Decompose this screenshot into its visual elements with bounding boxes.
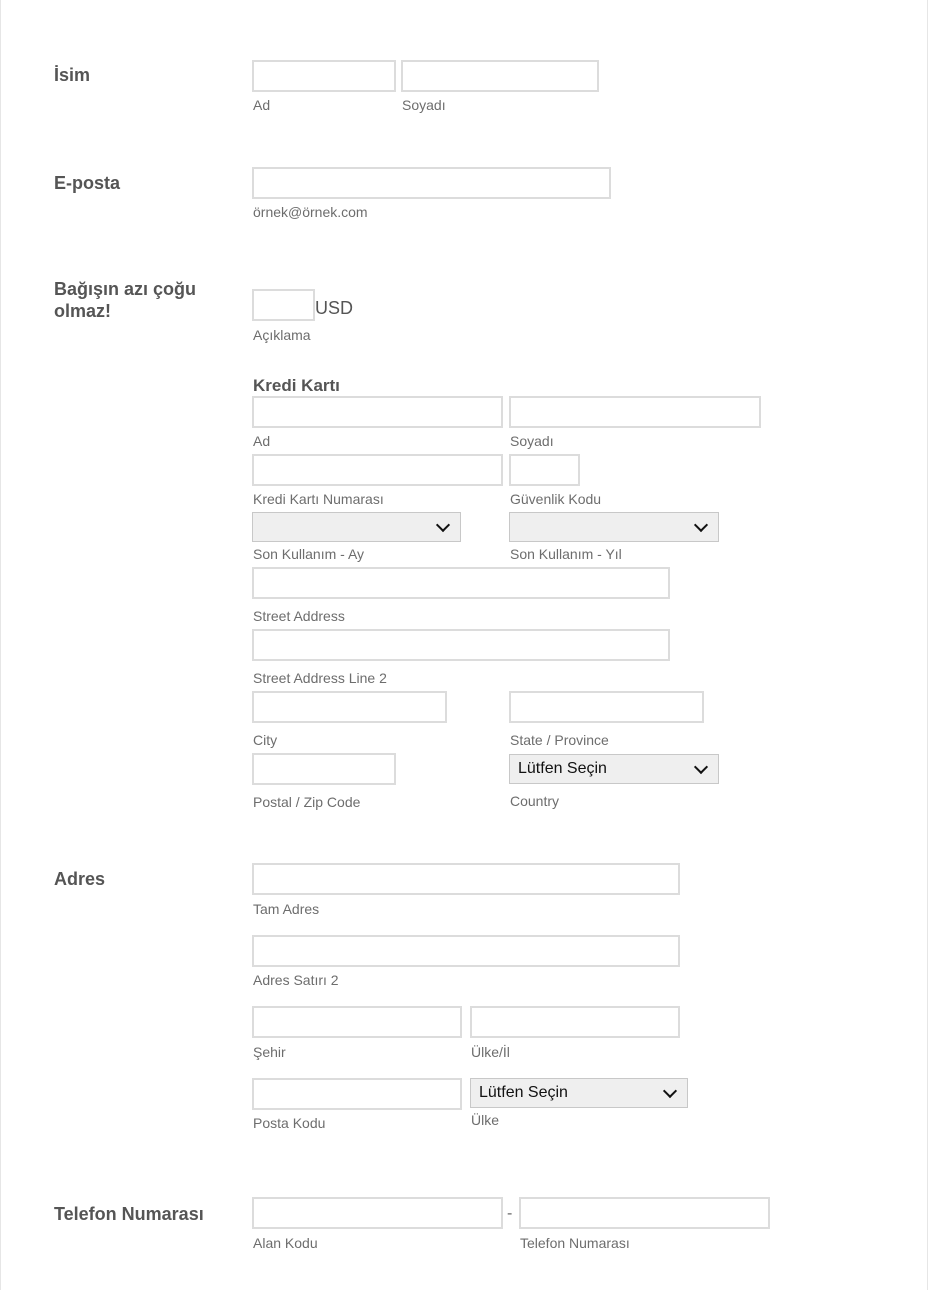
cc-street-input[interactable] — [252, 567, 670, 599]
chevron-down-icon — [663, 1083, 677, 1097]
cc-postal-sublabel: Postal / Zip Code — [253, 794, 361, 810]
address-line2-sublabel: Adres Satırı 2 — [253, 972, 339, 988]
cc-street-sublabel: Street Address — [253, 608, 345, 624]
phone-area-code-input[interactable] — [252, 1197, 503, 1229]
email-label: E-posta — [54, 173, 121, 193]
cc-exp-month-sublabel: Son Kullanım - Ay — [253, 546, 365, 562]
phone-separator: - — [507, 1205, 513, 1222]
address-state-sublabel: Ülke/İl — [471, 1044, 510, 1060]
donation-amount-input[interactable] — [252, 289, 315, 321]
address-country-value: Lütfen Seçin — [479, 1084, 568, 1101]
cc-country-sublabel: Country — [510, 793, 560, 809]
cc-last-name-input[interactable] — [509, 396, 761, 428]
phone-label: Telefon Numarası — [54, 1204, 204, 1224]
cc-number-input[interactable] — [252, 454, 503, 486]
chevron-down-icon — [694, 517, 708, 531]
cc-first-name-input[interactable] — [252, 396, 503, 428]
address-full-input[interactable] — [252, 863, 680, 895]
cc-number-sublabel: Kredi Kartı Numarası — [253, 491, 384, 507]
address-country-select[interactable] — [470, 1078, 688, 1108]
cc-country-select[interactable] — [509, 754, 719, 784]
last-name-sublabel: Soyadı — [402, 97, 446, 113]
address-full-sublabel: Tam Adres — [253, 901, 320, 917]
address-state-input[interactable] — [470, 1006, 680, 1038]
cc-street2-sublabel: Street Address Line 2 — [253, 670, 387, 686]
chevron-down-icon — [694, 759, 708, 773]
cc-street2-input[interactable] — [252, 629, 670, 661]
cc-city-input[interactable] — [252, 691, 447, 723]
cc-city-sublabel: City — [253, 732, 278, 748]
address-city-sublabel: Şehir — [253, 1044, 286, 1060]
address-postal-sublabel: Posta Kodu — [253, 1115, 326, 1131]
address-postal-input[interactable] — [252, 1078, 462, 1110]
email-input[interactable] — [252, 167, 611, 199]
phone-number-sublabel: Telefon Numarası — [520, 1235, 630, 1251]
last-name-input[interactable] — [401, 60, 599, 92]
first-name-sublabel: Ad — [253, 97, 271, 113]
address-label: Adres — [54, 869, 106, 889]
cc-security-code-sublabel: Güvenlik Kodu — [510, 491, 602, 507]
phone-area-code-sublabel: Alan Kodu — [253, 1235, 318, 1251]
address-line2-input[interactable] — [252, 935, 680, 967]
cc-security-code-input[interactable] — [509, 454, 580, 486]
address-country-sublabel: Ülke — [471, 1112, 500, 1128]
name-label: İsim — [54, 65, 91, 85]
phone-number-input[interactable] — [519, 1197, 770, 1229]
cc-exp-year-sublabel: Son Kullanım - Yıl — [510, 546, 622, 562]
first-name-input[interactable] — [252, 60, 396, 92]
cc-country-value: Lütfen Seçin — [518, 760, 607, 777]
address-city-input[interactable] — [252, 1006, 462, 1038]
cc-state-sublabel: State / Province — [510, 732, 609, 748]
cc-postal-input[interactable] — [252, 753, 396, 785]
cc-last-name-sublabel: Soyadı — [510, 433, 554, 449]
credit-card-title: Kredi Kartı — [253, 376, 340, 395]
cc-exp-year-select[interactable] — [509, 512, 719, 542]
donation-amount-sublabel: Açıklama — [253, 327, 311, 343]
email-sublabel: örnek@örnek.com — [253, 204, 368, 220]
cc-state-input[interactable] — [509, 691, 704, 723]
donation-label: Bağışın azı çoğu olmaz! — [54, 279, 197, 321]
cc-exp-month-select[interactable] — [252, 512, 461, 542]
chevron-down-icon — [436, 517, 450, 531]
cc-first-name-sublabel: Ad — [253, 433, 271, 449]
currency-label: USD — [315, 298, 354, 318]
